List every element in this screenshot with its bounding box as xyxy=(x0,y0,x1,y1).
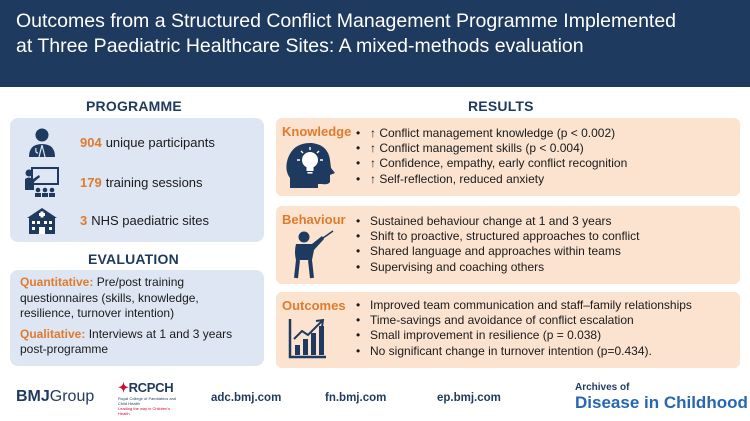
programme-row-sessions xyxy=(22,166,203,198)
title-banner xyxy=(0,0,750,87)
rcpch-fullname: Royal College of Paediatrics and Child Health xyxy=(118,396,177,406)
knowledge-item: • ↑ Self-reflection, reduced anxiety xyxy=(356,172,627,187)
hospital-building-icon xyxy=(22,204,62,236)
rcpch-wordmark: ✦RCPCH xyxy=(118,380,174,395)
programme-heading: PROGRAMME xyxy=(86,98,182,114)
head-lightbulb-icon xyxy=(284,140,336,195)
bmj-brand: BMJ xyxy=(16,388,50,405)
rcpch-acronym: RCPCH xyxy=(128,380,174,395)
knowledge-item: • ↑ Conflict management skills (p < 0.004) xyxy=(356,141,627,156)
evaluation-panel xyxy=(10,270,264,366)
behaviour-item: • Shared language and approaches within teams xyxy=(356,244,639,259)
journal-line-2: Disease in Childhood xyxy=(575,393,748,412)
programme-row-sites xyxy=(22,204,209,236)
knowledge-label: Knowledge xyxy=(282,124,352,139)
outcomes-label: Outcomes xyxy=(282,298,346,313)
qualitative-label: Qualitative: xyxy=(20,326,86,341)
knowledge-panel xyxy=(276,118,740,196)
outcomes-list xyxy=(356,298,692,359)
ep-link[interactable]: ep.bmj.com xyxy=(437,392,501,404)
rcpch-tagline: Leading the way in Children's Health xyxy=(118,406,171,416)
behaviour-item: • Supervising and coaching others xyxy=(356,260,639,275)
quantitative-description: Pre/post training questionnaires (skills, knowledge, resilience, turnover intention) xyxy=(20,275,199,320)
behaviour-label: Behaviour xyxy=(282,212,346,227)
presenter-pointing-icon xyxy=(290,230,334,285)
rcpch-logo xyxy=(118,380,178,416)
fn-link[interactable]: fn.bmj.com xyxy=(325,392,387,404)
programme-panel xyxy=(10,118,264,242)
training-presenter-icon xyxy=(22,166,62,198)
knowledge-item: • ↑ Confidence, empathy, early conflict recognition xyxy=(356,156,627,171)
outcomes-item: • No significant change in turnover intention (p=0.434). xyxy=(356,344,692,359)
sites-count: 3 xyxy=(80,212,88,228)
sites-label: NHS paediatric sites xyxy=(91,212,210,228)
journal-logo xyxy=(575,382,748,412)
bmj-group-logo xyxy=(16,388,94,406)
outcomes-panel xyxy=(276,292,740,368)
outcomes-item: • Time-savings and avoidance of conflict escalation xyxy=(356,313,692,328)
qualitative-text xyxy=(20,327,256,358)
journal-line-1: Archives of xyxy=(575,382,630,393)
title-line-2: at Three Paediatric Healthcare Sites: A mixed-methods evaluation xyxy=(16,35,584,57)
title-line-1: Outcomes from a Structured Conflict Management Programme Implemented xyxy=(16,10,677,32)
sessions-label: training sessions xyxy=(105,174,203,190)
knowledge-list xyxy=(356,126,627,187)
sessions-count: 179 xyxy=(80,174,102,190)
footer xyxy=(0,376,750,421)
adc-link[interactable]: adc.bmj.com xyxy=(211,392,282,404)
results-heading: RESULTS xyxy=(468,98,534,114)
knowledge-item: • ↑ Conflict management knowledge (p < 0.002) xyxy=(356,126,627,141)
behaviour-list xyxy=(356,214,639,275)
outcomes-item: • Improved team communication and staff–family relationships xyxy=(356,298,692,313)
behaviour-item: • Shift to proactive, structured approaches to conflict xyxy=(356,229,639,244)
quantitative-label: Quantitative: xyxy=(20,275,94,289)
outcomes-item: • Small improvement in resilience (p = 0.038) xyxy=(356,328,692,343)
clinician-icon xyxy=(22,126,62,158)
qualitative-description: Interviews at 1 and 3 years post-programme xyxy=(20,326,233,356)
programme-row-participants xyxy=(22,126,215,158)
behaviour-item: • Sustained behaviour change at 1 and 3 years xyxy=(356,214,639,229)
participants-count: 904 xyxy=(80,134,102,150)
quantitative-text xyxy=(20,275,256,322)
bmj-group-text: Group xyxy=(49,388,95,405)
participants-label: unique participants xyxy=(105,134,215,150)
growth-chart-icon xyxy=(288,317,328,364)
evaluation-heading: EVALUATION xyxy=(88,251,179,267)
behaviour-panel xyxy=(276,206,740,284)
